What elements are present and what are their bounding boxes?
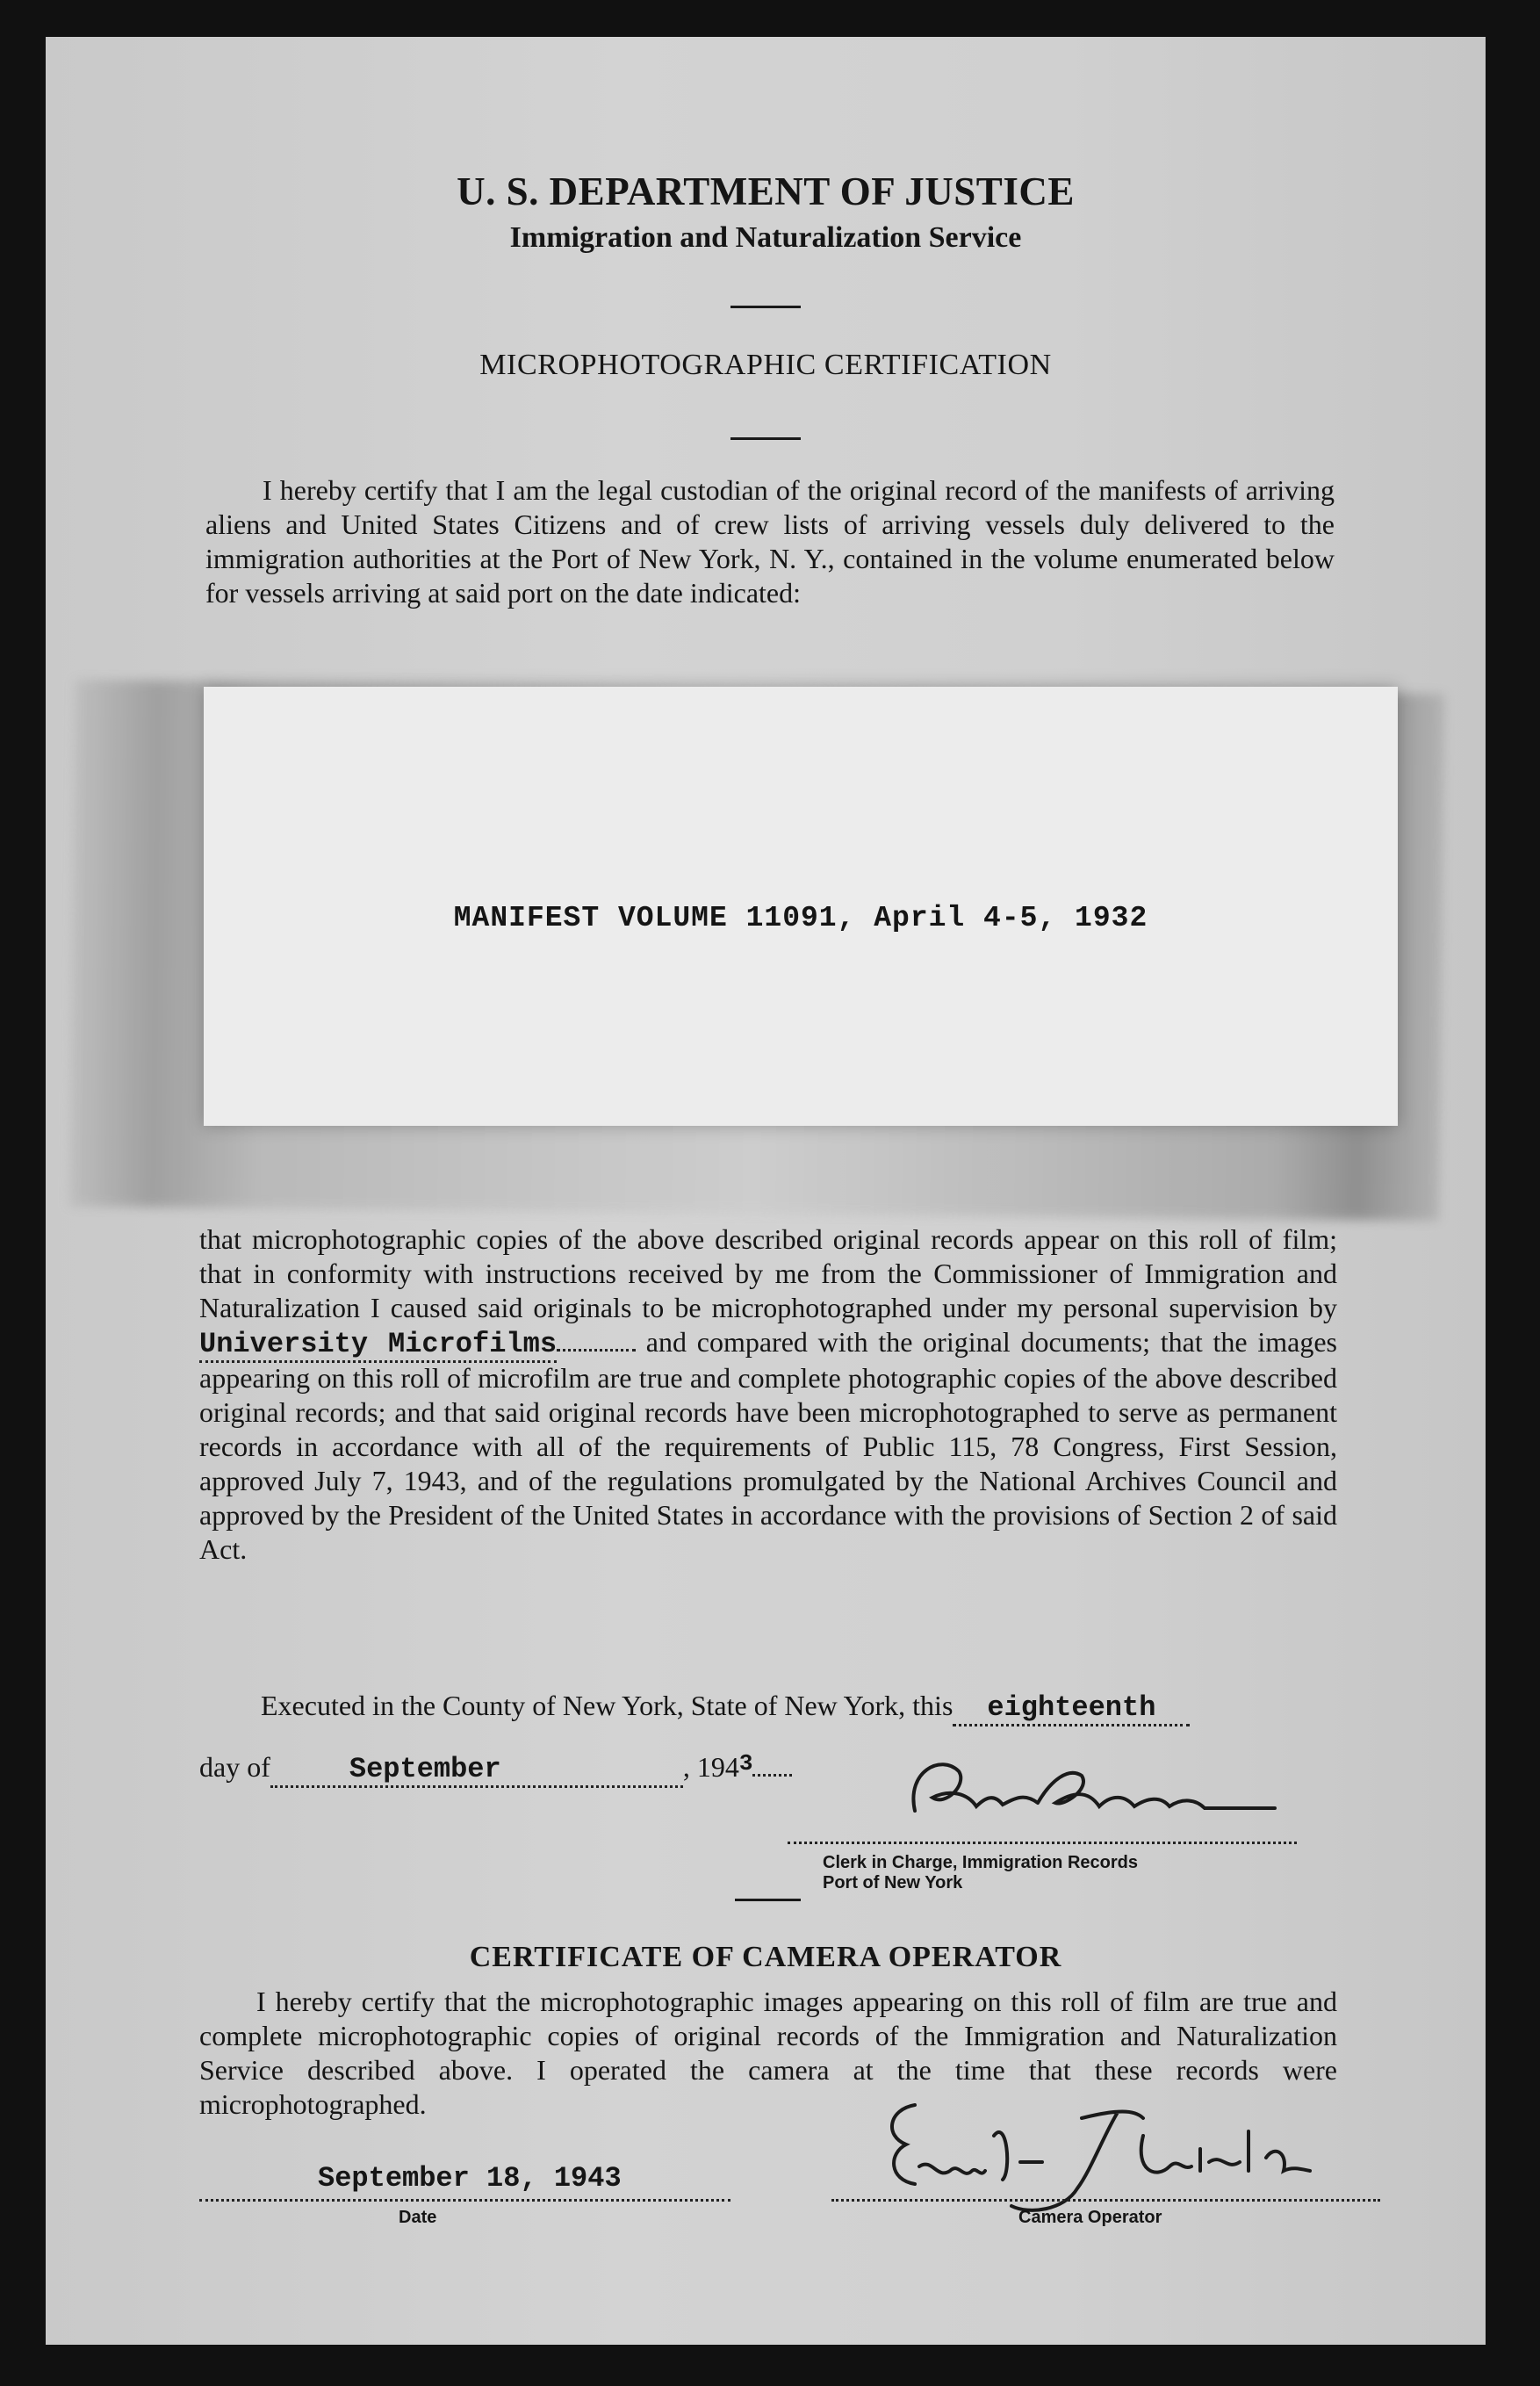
dotted-fill [557,1328,636,1352]
signature-stroke [892,2105,1310,2210]
date-label: Date [399,2208,437,2227]
supervisor-name: University Microfilms [199,1328,557,1363]
executed-day: eighteenth [953,1691,1190,1726]
clerk-title [823,1853,1138,1893]
executed-prefix: Executed in the County of New York, State of New York, this [261,1690,954,1721]
day-of-label: day of [199,1751,270,1783]
certificate-page [46,37,1486,2345]
operator-date-value: September 18, 1943 [318,2162,622,2195]
executed-month: September [270,1753,683,1788]
camera-operator-heading: CERTIFICATE OF CAMERA OPERATOR [469,1941,1062,1973]
department-title: U. S. DEPARTMENT OF JUSTICE [457,169,1075,213]
service-subtitle: Immigration and Naturalization Service [509,221,1022,254]
divider [730,437,801,440]
divider [735,1899,801,1901]
day-of-line [199,1751,792,1788]
divider [730,306,801,308]
clerk-signature-line [788,1842,1297,1844]
manifest-volume-text: MANIFEST VOLUME 11091, April 4-5, 1932 [453,902,1148,934]
year-prefix: , 194 [682,1751,739,1783]
certification-body [199,1222,1337,1567]
dotted-fill [752,1755,792,1777]
camera-operator-paragraph: I hereby certify that the microphotographic images appearing on this roll of film are true and complete microphotographic copies of original records of the Immigration and Naturalization Service described above. I operated the camera at the time that these records were microphotographed. [199,1986,1337,2120]
date-signature-line [199,2199,730,2202]
intro-paragraph: I hereby certify that I am the legal custodian of the original record of the manifests of arriving aliens and United States Citizens and of crew lists of arriving vessels duly delivered to the immigration authorities at the Port of New York, N. Y., contained in the volume enumerated below for vessels arriving at said port on the date indicated: [205,474,1335,609]
executed-line [261,1690,1190,1726]
body-text-part2: and compared with the original documents; that the images appearing on this roll of microfilm are true and complete photographic copies of the above described original records; and that said original records have been microphotographed to serve as permanent records in accordance with all of the requirements of Public 115, 78 Congress, First Session, approved July 7, 1943, and of the regulations promulgated by the National Archives Council and approved by the President of the United States in accordance with the provisions of Section 2 of said Act. [199,1326,1338,1565]
signature-stroke [913,1764,1275,1811]
clerk-title-line2: Port of New York [823,1873,963,1892]
clerk-title-line1: Clerk in Charge, Immigration Records [823,1853,1138,1872]
inserted-slip [204,687,1398,1126]
operator-signature-line [831,2199,1380,2202]
clerk-signature [862,1745,1354,1842]
certification-title: MICROPHOTOGRAPHIC CERTIFICATION [479,349,1052,381]
operator-signature [853,2083,1345,2224]
operator-label: Camera Operator [1018,2208,1162,2227]
year-digit: 3 [738,1750,753,1777]
body-text-part1: that microphotographic copies of the above described original records appear on this roll of film; that in conformity with instructions received by me from the Commissioner of Immigration and Naturalization I caused said originals to be microphotographed under my personal supervision by [199,1223,1337,1323]
